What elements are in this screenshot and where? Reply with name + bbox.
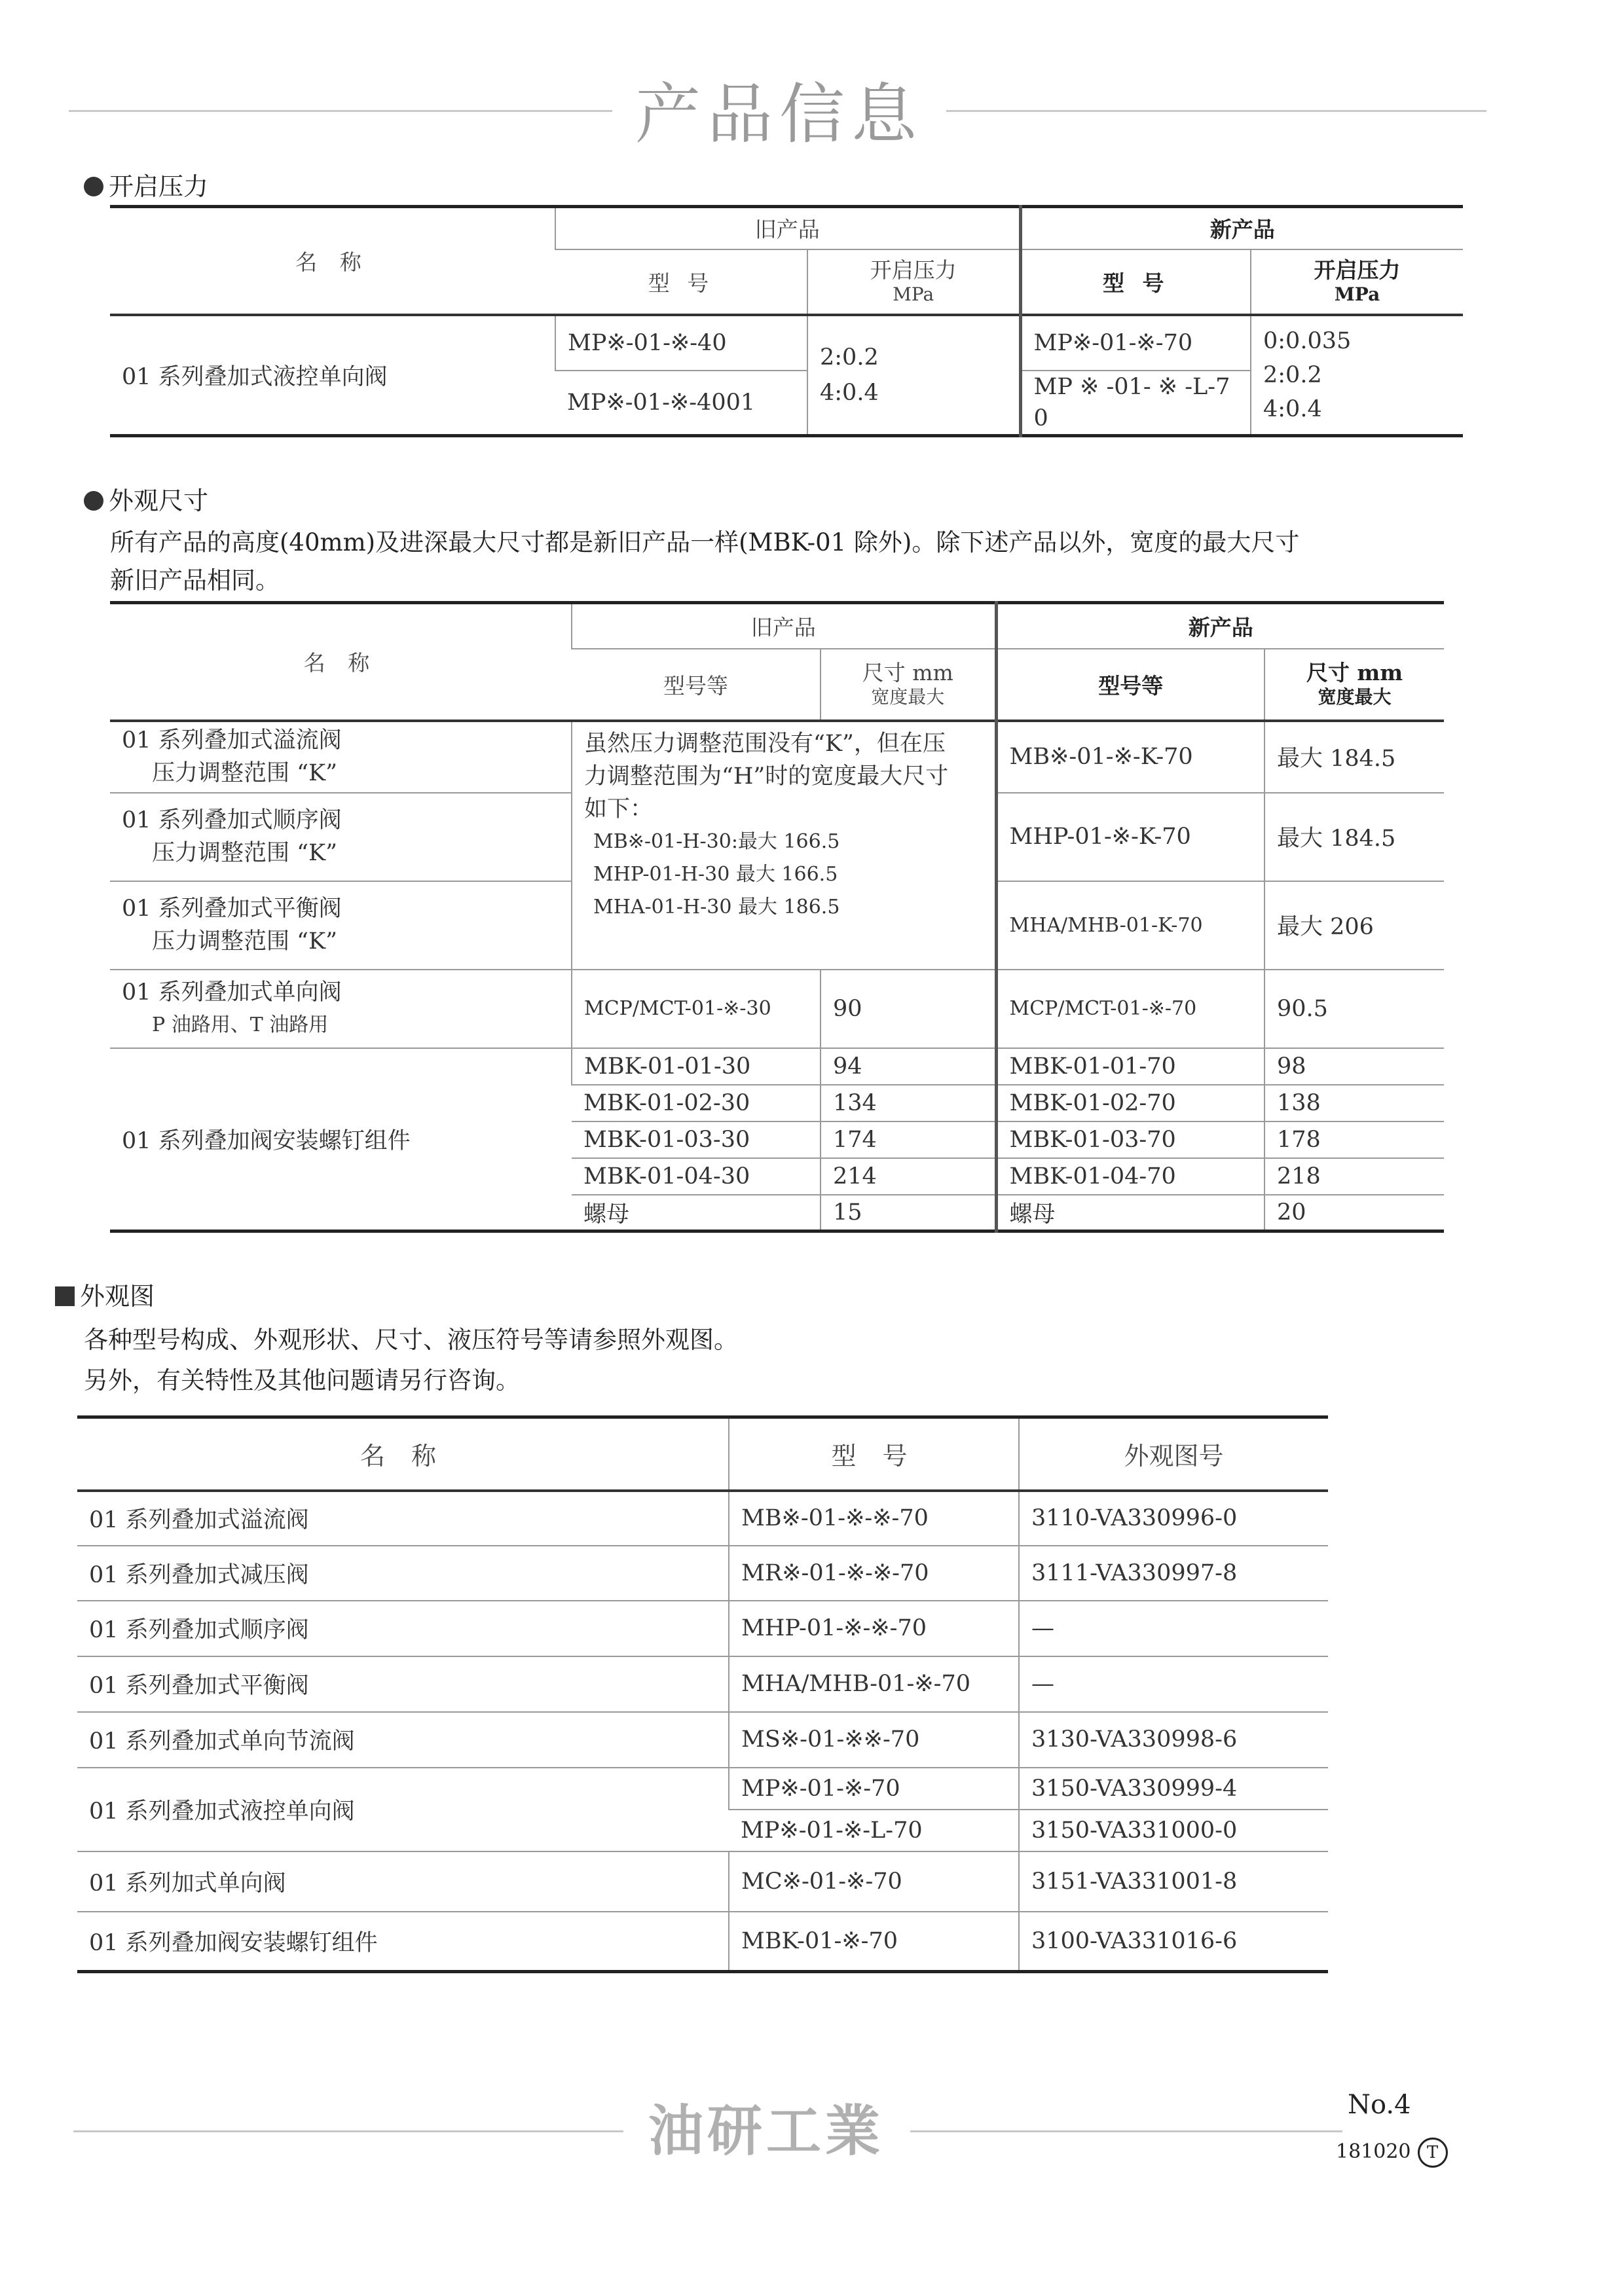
intro-line-2: 另外，有关特性及其他问题请另行咨询。 [84,1366,520,1394]
col-header-new-pressure [1251,249,1463,315]
row-model: MP※-01-※-L-70 [729,1810,1019,1851]
row-name: 01 系列叠加式溢流阀 [77,1491,729,1546]
new-model-sequence: MHP-01-※-K-70 [996,793,1264,881]
col-header-old-product: 旧产品 [555,207,1020,249]
row-drawing: 3150-VA331000-0 [1019,1810,1328,1851]
bolt-old-size: 174 [821,1121,996,1158]
footer-rule-right [910,2130,1342,2132]
row-relief-valve-name [110,721,572,793]
row-model: MC※-01-※-70 [729,1851,1019,1912]
new-pressures [1251,315,1463,436]
bolt-new-model: MBK-01-03-70 [996,1121,1264,1158]
nut-old-label: 螺母 [583,1201,630,1228]
old-model-2: MP※-01-※-4001 [567,389,756,416]
bolt-new-size: 98 [1264,1048,1444,1085]
bolt-old-model: MBK-01-03-30 [572,1121,821,1158]
name-line-1: 01 系列叠加式单向阀 [122,979,342,1006]
name-line-2: 压力调整范围 “K” [152,840,338,866]
new-pressure-unit: MPa [1334,283,1380,305]
col-header-old-pressure [807,249,1020,315]
new-model-2: MP ※ -01- ※ -L-70 [1020,371,1251,436]
row-name: 01 系列加式单向阀 [77,1851,729,1912]
bolt-new-size: 218 [1264,1158,1444,1195]
old-note-line-1: 虽然压力调整范围没有“K”，但在压 [584,730,946,757]
square-bullet-icon [55,1286,75,1306]
old-width-max: 宽度最大 [871,686,945,708]
new-size-label: 尺寸 mm [1306,660,1403,685]
col-header-name: 名 称 [77,1417,729,1491]
row-drawing: — [1019,1601,1328,1656]
old-note [572,721,996,970]
row-model: MB※-01-※-※-70 [729,1491,1019,1546]
bolt-old-size: 214 [821,1158,996,1195]
row-check-valve-name [110,970,572,1048]
document-code [1336,2138,1448,2168]
old-size-label: 尺寸 mm [862,660,953,685]
row-name: 01 系列叠加式单向节流阀 [77,1712,729,1768]
row-name: 01 系列叠加式减压阀 [77,1546,729,1601]
row-bolt-kit-name: 01 系列叠加阀安装螺钉组件 [122,1127,411,1154]
row-name-pilot-check: 01 系列叠加式液控单向阀 [122,363,388,390]
row-drawing: — [1019,1656,1328,1712]
bolt-old-model: MBK-01-04-30 [572,1158,821,1195]
section-dimensions-heading [84,484,208,517]
page-number: No.4 [1348,2090,1411,2120]
new-model-1: MP※-01-※-70 [1020,315,1251,371]
title-rule-right [946,110,1486,112]
new-size-relief: 最大 184.5 [1264,721,1444,793]
old-note-line-2: 力调整范围为“H”时的宽度最大尺寸 [584,763,949,790]
doc-code-text: 181020 [1336,2140,1411,2163]
old-note-line-5: MHP-01-H-30 最大 166.5 [593,862,838,886]
bullet-icon [84,491,103,511]
old-note-line-4: MB※-01-H-30:最大 166.5 [593,829,840,853]
old-pressure-1: 2:0.2 [820,344,879,371]
title-rule-left [69,110,612,112]
row-model: MHA/MHB-01-※-70 [729,1656,1019,1712]
section-drawings-heading [55,1280,155,1313]
new-size-counterbalance: 最大 206 [1264,881,1444,970]
bolt-new-size: 138 [1264,1085,1444,1121]
name-line-1: 01 系列叠加式溢流阀 [122,727,342,754]
bolt-old-model: MBK-01-01-30 [572,1048,821,1085]
row-model: MBK-01-※-70 [729,1912,1019,1972]
name-line-1: 01 系列叠加式顺序阀 [122,807,342,833]
row-counterbalance-valve-name [110,881,572,970]
row-drawing: 3151-VA331001-8 [1019,1851,1328,1912]
row-drawing: 3110-VA330996-0 [1019,1491,1328,1546]
old-pressure-unit: MPa [893,283,934,305]
bolt-new-model: MBK-01-04-70 [996,1158,1264,1195]
new-pressure-3: 4:0.4 [1263,395,1322,422]
new-pressure-2: 2:0.2 [1263,361,1322,388]
row-drawing: 3100-VA331016-6 [1019,1912,1328,1972]
row-drawing: 3150-VA330999-4 [1019,1768,1328,1810]
col-header-new-product: 新产品 [996,603,1444,649]
new-size-sequence: 最大 184.5 [1264,793,1444,881]
intro-line-1: 所有产品的高度(40mm)及进深最大尺寸都是新旧产品一样(MBK-01 除外)。除下述产品以外，宽度的最大尺寸 [110,528,1300,556]
new-model-check: MCP/MCT-01-※-70 [996,970,1264,1048]
dimensions-table [110,601,1444,1233]
col-header-old-size [821,649,996,721]
old-pressures [807,315,1020,436]
col-header-new-size [1264,649,1444,721]
opening-pressure-table [110,205,1463,437]
col-header-old-model: 型 号 [555,249,807,315]
col-header-name: 名 称 [110,207,555,315]
row-model: MS※-01-※※-70 [729,1712,1019,1768]
row-name: 01 系列叠加式平衡阀 [77,1656,729,1712]
old-pressure-2: 4:0.4 [820,379,879,406]
new-pressure-label: 开启压力 [1314,257,1401,283]
bullet-icon [84,177,103,196]
col-header-name: 名 称 [110,603,572,721]
row-name: 01 系列叠加阀安装螺钉组件 [89,1929,378,1956]
intro-line-1: 各种型号构成、外观形状、尺寸、液压符号等请参照外观图。 [84,1326,738,1354]
drawings-table [77,1415,1328,1973]
nut-old-size: 15 [821,1195,996,1231]
intro-line-2: 新旧产品相同。 [110,566,280,594]
name-line-2: P 油路用、T 油路用 [152,1013,329,1036]
old-model-check: MCP/MCT-01-※-30 [572,970,821,1048]
nut-new-size: 20 [1264,1195,1444,1231]
dimensions-intro [110,524,1472,600]
col-header-old-product: 旧产品 [572,603,996,649]
footer-rule-left [73,2130,623,2132]
bolt-new-model: MBK-01-01-70 [996,1048,1264,1085]
section-heading-text: 开启压力 [109,172,209,201]
page-title: 产品信息 [635,76,923,153]
old-model-1: MP※-01-※-40 [555,315,807,371]
new-model-counterbalance: MHA/MHB-01-K-70 [996,881,1264,970]
row-drawing: 3130-VA330998-6 [1019,1712,1328,1768]
new-size-check: 90.5 [1264,970,1444,1048]
old-note-line-6: MHA-01-H-30 最大 186.5 [593,895,840,919]
row-model: MR※-01-※-※-70 [729,1546,1019,1601]
old-size-check: 90 [821,970,996,1048]
bolt-old-size: 94 [821,1048,996,1085]
bolt-old-model: MBK-01-02-30 [572,1085,821,1121]
col-header-new-model: 型号等 [996,649,1264,721]
col-header-new-product: 新产品 [1020,207,1463,249]
row-sequence-valve-name [110,793,572,881]
bolt-new-size: 178 [1264,1121,1444,1158]
old-note-line-3: 如下： [584,795,654,822]
old-pressure-label: 开启压力 [870,257,957,283]
name-line-2: 压力调整范围 “K” [152,760,338,786]
col-header-model: 型 号 [729,1417,1019,1491]
name-line-1: 01 系列叠加式平衡阀 [122,896,342,922]
new-model-relief: MB※-01-※-K-70 [996,721,1264,793]
t-mark-icon: T [1418,2138,1448,2168]
new-width-max: 宽度最大 [1318,686,1392,708]
row-model: MP※-01-※-70 [729,1768,1019,1810]
col-header-drawing-no: 外观图号 [1019,1417,1328,1491]
drawings-intro [84,1320,1393,1401]
row-name: 01 系列叠加式顺序阀 [77,1601,729,1656]
name-line-2: 压力调整范围 “K” [152,928,338,955]
new-pressure-1: 0:0.035 [1263,327,1352,354]
row-drawing: 3111-VA330997-8 [1019,1546,1328,1601]
bolt-new-model: MBK-01-02-70 [996,1085,1264,1121]
nut-new-label: 螺母 [996,1195,1264,1231]
section-heading-text: 外观图 [80,1282,155,1311]
company-logo: 油研工業 [648,2099,884,2163]
col-header-new-model: 型 号 [1020,249,1251,315]
section-opening-pressure-heading [84,170,208,203]
bolt-old-size: 134 [821,1085,996,1121]
row-model: MHP-01-※-※-70 [729,1601,1019,1656]
col-header-old-model: 型号等 [572,649,821,721]
row-name-pilot-check: 01 系列叠加式液控单向阀 [77,1768,729,1851]
section-heading-text: 外观尺寸 [109,486,209,515]
